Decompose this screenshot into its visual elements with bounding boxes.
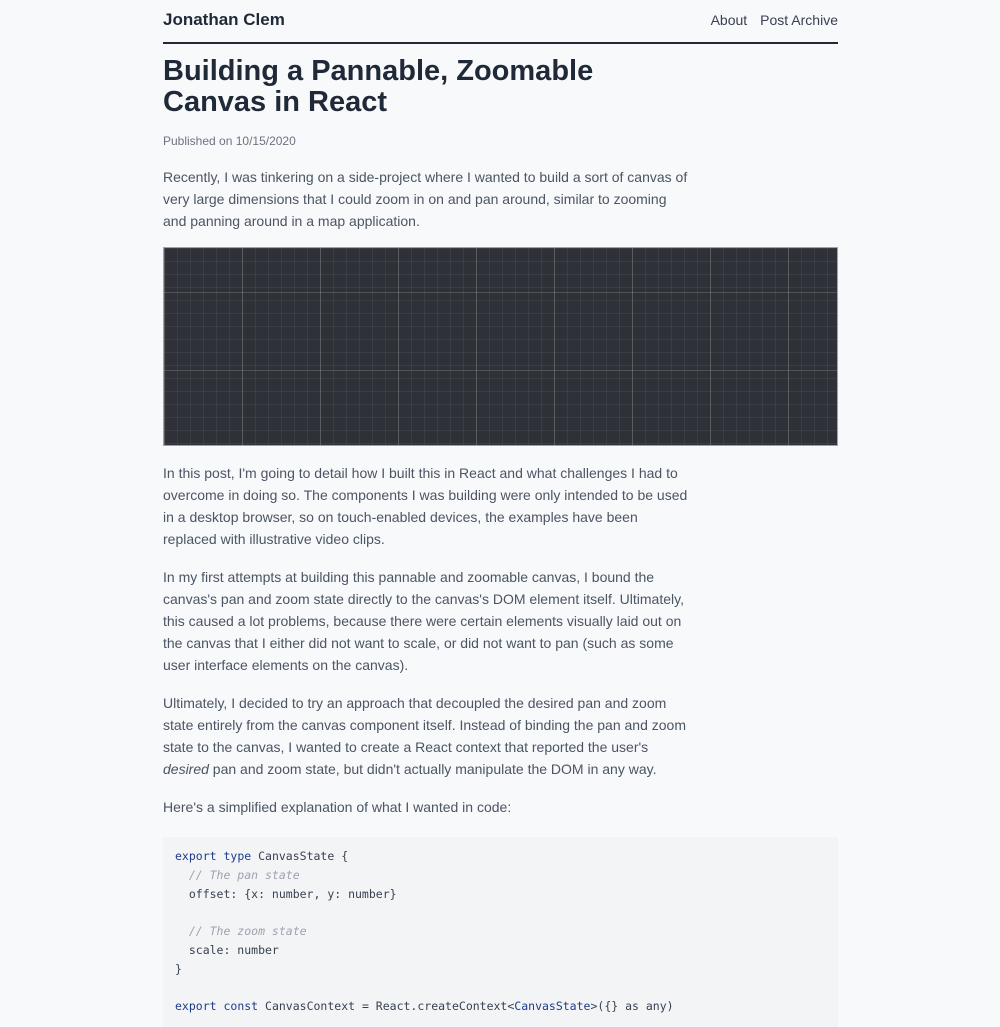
paragraph-first-attempts: In my first attempts at building this pannable and zoomable canvas, I bound the canvas's pan and zoom state directly to the canvas's DOM element itself. Ultimately, this caused a lot problems, because there were certain elements visually laid out on the canvas that I either did not want to scale, or did not want to pan (such as some user interface elements on the canvas).	[163, 569, 684, 673]
nav-about-link[interactable]: About	[710, 12, 748, 28]
post-intro	[163, 166, 693, 232]
code-text: CanvasState {	[251, 849, 349, 863]
code-line: offset: {x: number, y: number}	[175, 886, 397, 901]
paragraph-text: pan and zoom state, but didn't actually manipulate the DOM in any way.	[208, 761, 657, 777]
code-keyword: export	[175, 849, 217, 863]
code-text: >({} as any)	[590, 999, 674, 1014]
code-keyword: type	[223, 849, 252, 863]
paragraph-code-intro: Here's a simplified explanation of what I wanted in code:	[163, 799, 512, 815]
code-blank-line	[175, 979, 826, 998]
code-comment: // The zoom state	[175, 924, 307, 939]
code-line: }	[175, 961, 182, 976]
site-nav	[711, 12, 838, 28]
code-line	[175, 847, 826, 866]
code-keyword: const	[223, 999, 259, 1014]
page-container	[163, 0, 838, 1027]
code-comment: // The pan state	[175, 867, 300, 882]
site-title-link[interactable]: Jonathan Clem	[163, 10, 285, 29]
code-line	[175, 997, 826, 1016]
code-type: CanvasState	[514, 999, 591, 1014]
published-date: Published on 10/15/2020	[163, 134, 296, 148]
code-blank-line	[175, 903, 826, 922]
site-header	[163, 0, 838, 44]
paragraph-decoupled-approach	[163, 692, 693, 780]
post-body	[163, 462, 693, 818]
paragraph-overview: In this post, I'm going to detail how I built this in React and what challenges I had to overcome in doing so. The components I was building were only intended to be used in a desktop browser, so on touch-enabled devices, the examples have been replaced with illustrative video clips.	[163, 465, 688, 547]
emphasis-desired: desired	[163, 761, 209, 777]
code-keyword: export	[175, 999, 217, 1014]
paragraph-intro: Recently, I was tinkering on a side-project where I wanted to build a sort of canvas of very large dimensions that I could zoom in on and pan around, similar to zooming and panning around in a map application.	[163, 169, 688, 229]
pannable-canvas-demo[interactable]	[163, 247, 838, 446]
paragraph-text: Ultimately, I decided to try an approach that decoupled the desired pan and zoom state entirely from the canvas component itself. Instead of binding the pan and zoom state to the canvas, I wanted to create a React context that reported the user's	[163, 695, 686, 755]
code-block	[163, 837, 838, 1027]
nav-post-archive-link[interactable]: Post Archive	[760, 12, 838, 28]
post-title: Building a Pannable, Zoomable Canvas in React	[163, 55, 594, 118]
code-text: CanvasContext = React.createContext<	[258, 999, 515, 1014]
code-line: scale: number	[175, 942, 279, 957]
